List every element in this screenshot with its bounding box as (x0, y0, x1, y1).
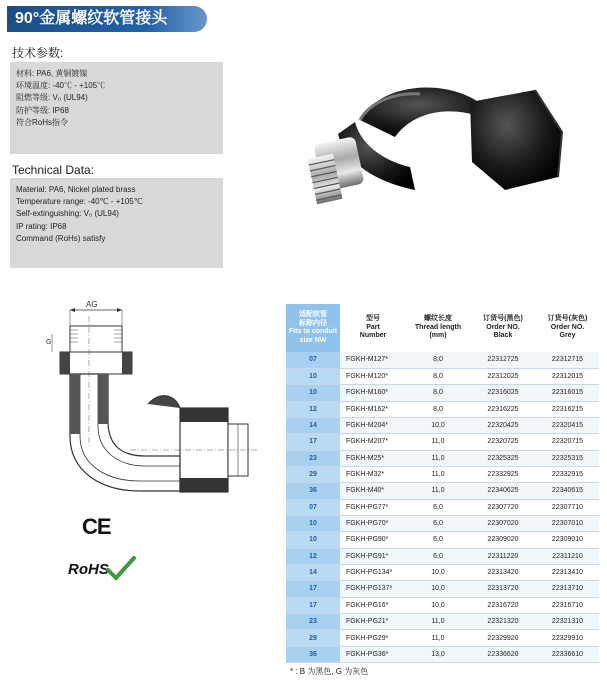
cell-black: 22332925 (470, 466, 536, 482)
cell-black: 22329920 (470, 630, 536, 646)
cell-black: 22336620 (470, 646, 536, 662)
table-row (286, 548, 599, 564)
cell-nw: 23 (286, 450, 340, 466)
cell-black: 22320425 (470, 417, 536, 433)
cell-thread: 8,0 (406, 385, 470, 401)
table-row (286, 581, 599, 597)
cell-part: FGKH-M120* (340, 368, 406, 384)
cell-black: 22320725 (470, 434, 536, 450)
cell-thread: 13,0 (406, 646, 470, 662)
cell-black: 22340625 (470, 483, 536, 499)
cell-nw: 17 (286, 581, 340, 597)
cell-grey: 22312715 (536, 352, 599, 368)
en-spec-line: Self-extinguishing: V₀ (UL94) (16, 209, 119, 219)
thread-part (308, 136, 365, 204)
cell-nw: 17 (286, 597, 340, 613)
table-row (286, 597, 599, 613)
cell-grey: 22316710 (536, 597, 599, 613)
table-body (286, 352, 599, 663)
cell-part: FGKH-PG134* (340, 564, 406, 580)
cell-black: 22313720 (470, 581, 536, 597)
cn-spec-line: 材料: PA6, 黄铜镀镍 (16, 69, 88, 78)
cell-grey: 22307710 (536, 499, 599, 515)
cell-part: FGKH-M25* (340, 450, 406, 466)
cn-spec-heading: 技术参数: (12, 46, 64, 60)
header-part: 型号 Part Number (340, 304, 406, 352)
cell-thread: 8,0 (406, 352, 470, 368)
cell-nw: 23 (286, 614, 340, 630)
cell-grey: 22313710 (536, 581, 599, 597)
cell-nw: 36 (286, 646, 340, 662)
cell-grey: 22340615 (536, 483, 599, 499)
table-row (286, 434, 599, 450)
table-header-row (286, 304, 599, 352)
cell-part: FGKH-PG77* (340, 499, 406, 515)
ce-mark: CE (82, 514, 111, 539)
header-thread: 螺纹长度 Thread length (mm) (406, 304, 470, 352)
cell-thread: 11,0 (406, 630, 470, 646)
en-spec-line: Material: PA6, Nickel plated brass (16, 185, 136, 194)
cell-black: 22316720 (470, 597, 536, 613)
cell-grey: 22332915 (536, 466, 599, 482)
cell-thread: 10,0 (406, 581, 470, 597)
cell-thread: 11,0 (406, 483, 470, 499)
cell-thread: 11,0 (406, 614, 470, 630)
cell-black: 22312025 (470, 368, 536, 384)
cn-spec-line: 环境温度: -40℃ - +105℃ (16, 81, 106, 91)
cell-part: FGKH-M32* (340, 466, 406, 482)
en-spec-line: Command (RoHs) satisfy (16, 233, 106, 243)
cell-grey: 22309010 (536, 532, 599, 548)
cell-nw: 17 (286, 434, 340, 450)
cell-grey: 22307010 (536, 515, 599, 531)
cell-nw: 10 (286, 385, 340, 401)
cell-grey: 22325315 (536, 450, 599, 466)
cell-part: FGKH-M207* (340, 434, 406, 450)
cell-thread: 6,0 (406, 499, 470, 515)
cell-grey: 22320715 (536, 434, 599, 450)
en-spec-line: IP rating: IP68 (16, 221, 67, 231)
table-row (286, 368, 599, 384)
cell-black: 22316225 (470, 401, 536, 417)
cell-grey: 22316015 (536, 385, 599, 401)
cell-grey: 22312015 (536, 368, 599, 384)
cell-thread: 10,0 (406, 564, 470, 580)
cell-grey: 22329910 (536, 630, 599, 646)
cell-thread: 6,0 (406, 515, 470, 531)
cell-nw: 10 (286, 368, 340, 384)
cell-part: FGKH-PG137* (340, 581, 406, 597)
footnote: * : B 为黑色, G 为灰色 (290, 667, 369, 676)
cell-part: FGKH-PG70* (340, 515, 406, 531)
cell-thread: 11,0 (406, 450, 470, 466)
cn-spec-line: 防护等级: IP68 (16, 105, 69, 115)
cell-grey: 22313410 (536, 564, 599, 580)
cell-part: FGKH-M40* (340, 483, 406, 499)
cell-nw: 10 (286, 532, 340, 548)
table-row (286, 466, 599, 482)
cell-part: FGKH-M160* (340, 385, 406, 401)
cell-thread: 10,0 (406, 597, 470, 613)
table-row (286, 646, 599, 662)
header-nw: 适配软管 标称内径 Fits to conduit size NW (286, 304, 340, 352)
cell-part: FGKH-PG91* (340, 548, 406, 564)
cell-part: FGKH-PG21* (340, 614, 406, 630)
table-row (286, 352, 599, 368)
table-row (286, 450, 599, 466)
en-spec-line: Temperature range: -40℃ - +105℃ (16, 197, 143, 207)
cell-thread: 6,0 (406, 548, 470, 564)
table-row (286, 417, 599, 433)
cell-thread: 8,0 (406, 401, 470, 417)
cell-thread: 11,0 (406, 466, 470, 482)
product-photo (300, 72, 590, 242)
cell-black: 22311220 (470, 548, 536, 564)
cell-part: FGKH-PG90* (340, 532, 406, 548)
cell-nw: 36 (286, 483, 340, 499)
cell-nw: 12 (286, 548, 340, 564)
cell-black: 22307020 (470, 515, 536, 531)
rohs-logo (64, 558, 134, 584)
cell-nw: 14 (286, 564, 340, 580)
table-row (286, 385, 599, 401)
order-table (286, 304, 599, 663)
cell-nw: 07 (286, 352, 340, 368)
cell-part: FGKH-PG29* (340, 630, 406, 646)
cell-part: FGKH-PG16* (340, 597, 406, 613)
rohs-text: RoHS (68, 561, 109, 578)
cn-spec-line: 阻燃等级: V₀ (UL94) (16, 93, 88, 103)
table-row (286, 401, 599, 417)
table-row (286, 515, 599, 531)
en-spec-heading: Technical Data: (12, 163, 95, 177)
table-row (286, 630, 599, 646)
cell-black: 22321320 (470, 614, 536, 630)
cell-grey: 22311210 (536, 548, 599, 564)
dimension-label: AG (86, 300, 98, 309)
table-row (286, 499, 599, 515)
header-grey: 订货号(灰色) Order NO. Grey (536, 304, 599, 352)
cell-grey: 22321310 (536, 614, 599, 630)
cell-thread: 8,0 (406, 368, 470, 384)
cell-thread: 11,0 (406, 434, 470, 450)
cn-spec-line: 符合RoHs指令 (16, 117, 69, 127)
cell-black: 22325325 (470, 450, 536, 466)
cell-thread: 10,0 (406, 417, 470, 433)
cell-grey: 22316215 (536, 401, 599, 417)
en-spec-box (10, 178, 223, 268)
table-row (286, 532, 599, 548)
cell-part: FGKH-M204* (340, 417, 406, 433)
cell-part: FGKH-M162* (340, 401, 406, 417)
cell-black: 22307720 (470, 499, 536, 515)
table-row (286, 483, 599, 499)
cell-part: FGKH-M127* (340, 352, 406, 368)
cell-black: 22312725 (470, 352, 536, 368)
cell-thread: 6,0 (406, 532, 470, 548)
cell-nw: 14 (286, 417, 340, 433)
cell-nw: 29 (286, 466, 340, 482)
cell-grey: 22336610 (536, 646, 599, 662)
cell-nw: 07 (286, 499, 340, 515)
page-title: 90°金属螺纹软管接头 (7, 6, 207, 32)
cell-nw: 12 (286, 401, 340, 417)
cell-black: 22313420 (470, 564, 536, 580)
table-row (286, 614, 599, 630)
cell-grey: 22320415 (536, 417, 599, 433)
technical-drawing (30, 296, 260, 496)
cell-part: FGKH-PG36* (340, 646, 406, 662)
side-label: G (46, 339, 52, 346)
cell-nw: 10 (286, 515, 340, 531)
cell-nw: 29 (286, 630, 340, 646)
check-icon (106, 556, 136, 582)
header-black: 订货号(黑色) Order NO. Black (470, 304, 536, 352)
table-row (286, 564, 599, 580)
cn-spec-box (10, 62, 223, 154)
cell-black: 22316025 (470, 385, 536, 401)
cell-black: 22309020 (470, 532, 536, 548)
